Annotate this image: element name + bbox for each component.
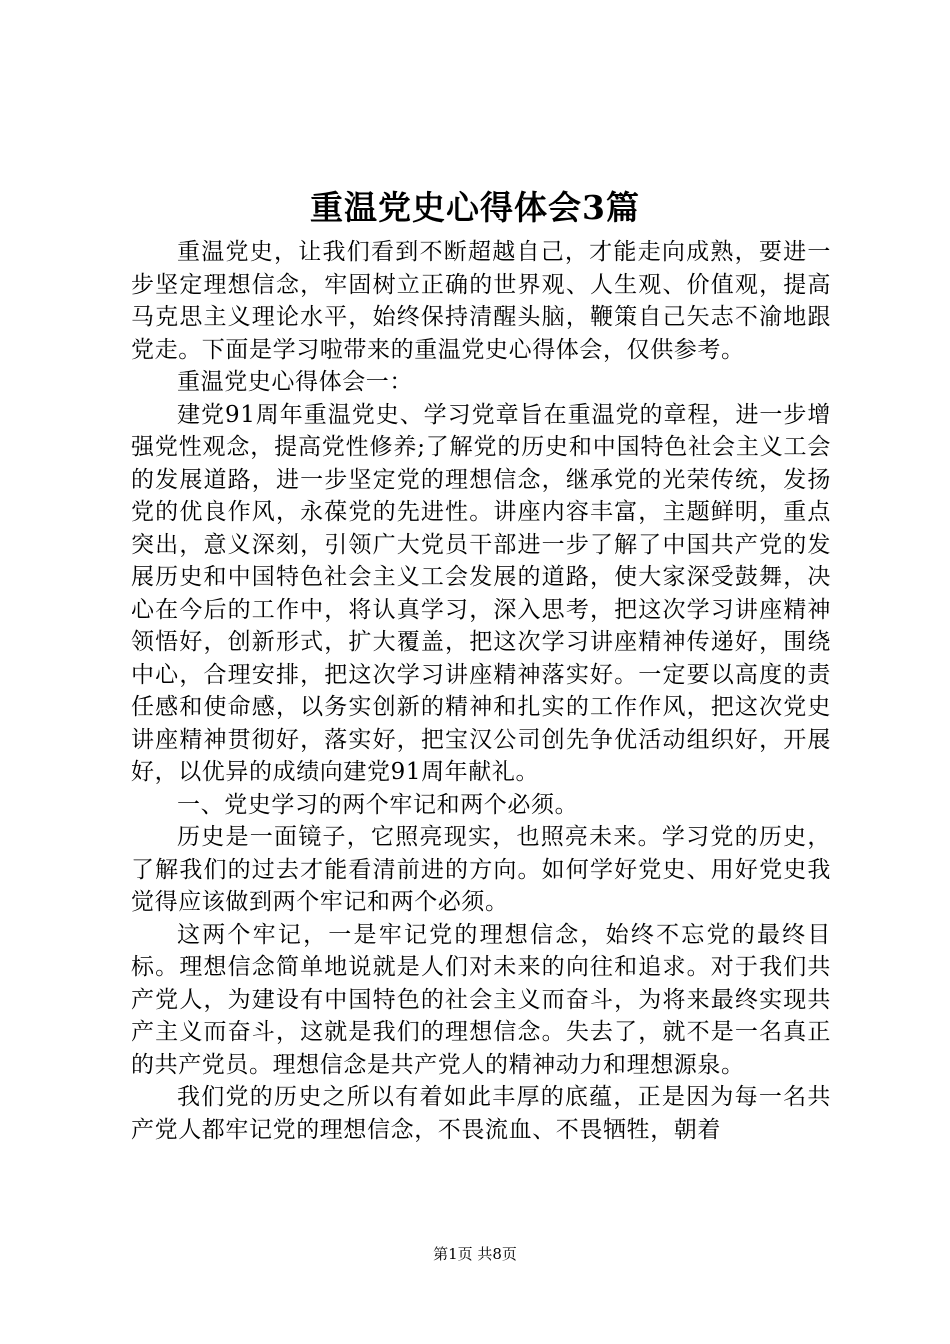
paragraph-section-heading: 重温党史心得体会一： [177, 369, 413, 395]
paragraph-two-remembers: 这两个牢记，一是牢记党的理想信念，始终不忘党的最终目标。理想信念简单地说就是人们对未来的向往和追求。对于我们共产党人，为建设有中国特色的社会主义而奋斗，为将来最终实现共产主义而奋斗，这就是我们的理想信念。失去了，就不是一名真正的共产党员。理想信念是共产党人的精神动力和理想源泉。 [131, 921, 831, 1078]
paragraph-party-history-lecture: 建党91周年重温党史、学习党章旨在重温党的章程，进一步增强党性观念，提高党性修养;了解党的历史和中国特色社会主义工会的发展道路，进一步坚定党的理想信念，继承党的光荣传统，发扬党的优良作风，永葆党的先进性。讲座内容丰富，主题鲜明，重点突出，意义深刻，引领广大党员干部进一步了解了中国共产党的发展历史和中国特色社会主义工会发展的道路，使大家深受鼓舞，决心在今后的工作中，将认真学习，深入思考，把这次学习讲座精神领悟好，创新形式，扩大覆盖，把这次学习讲座精神传递好，围绕中心，合理安排，把这次学习讲座精神落实好。一定要以高度的责任感和使命感，以务实创新的精神和扎实的工作作风，把这次党史讲座精神贯彻好，落实好，把宝汉公司创先争优活动组织好，开展好，以优异的成绩向建党91周年献礼。 [131, 401, 831, 785]
document-body [131, 236, 831, 1146]
paragraph-party-history-depth: 我们党的历史之所以有着如此丰厚的底蕴，正是因为每一名共产党人都牢记党的理想信念，不畏流血、不畏牺牲，朝着 [131, 1084, 831, 1143]
paragraph-history-mirror: 历史是一面镜子，它照亮现实，也照亮未来。学习党的历史，了解我们的过去才能看清前进的方向。如何学好党史、用好党史我觉得应该做到两个牢记和两个必须。 [131, 824, 831, 915]
document-title: 重温党史心得体会3篇 [310, 188, 640, 227]
paragraph-intro: 重温党史，让我们看到不断超越自己，才能走向成熟，要进一步坚定理想信念，牢固树立正确的世界观、人生观、价值观，提高马克思主义理论水平，始终保持清醒头脑，鞭策自己矢志不渝地跟党走。下面是学习啦带来的重温党史心得体会，仅供参考。 [131, 239, 831, 363]
paragraph-subheading: 一、党史学习的两个牢记和两个必须。 [177, 791, 579, 818]
page-number-footer: 第1页 共8页 [433, 1245, 517, 1263]
